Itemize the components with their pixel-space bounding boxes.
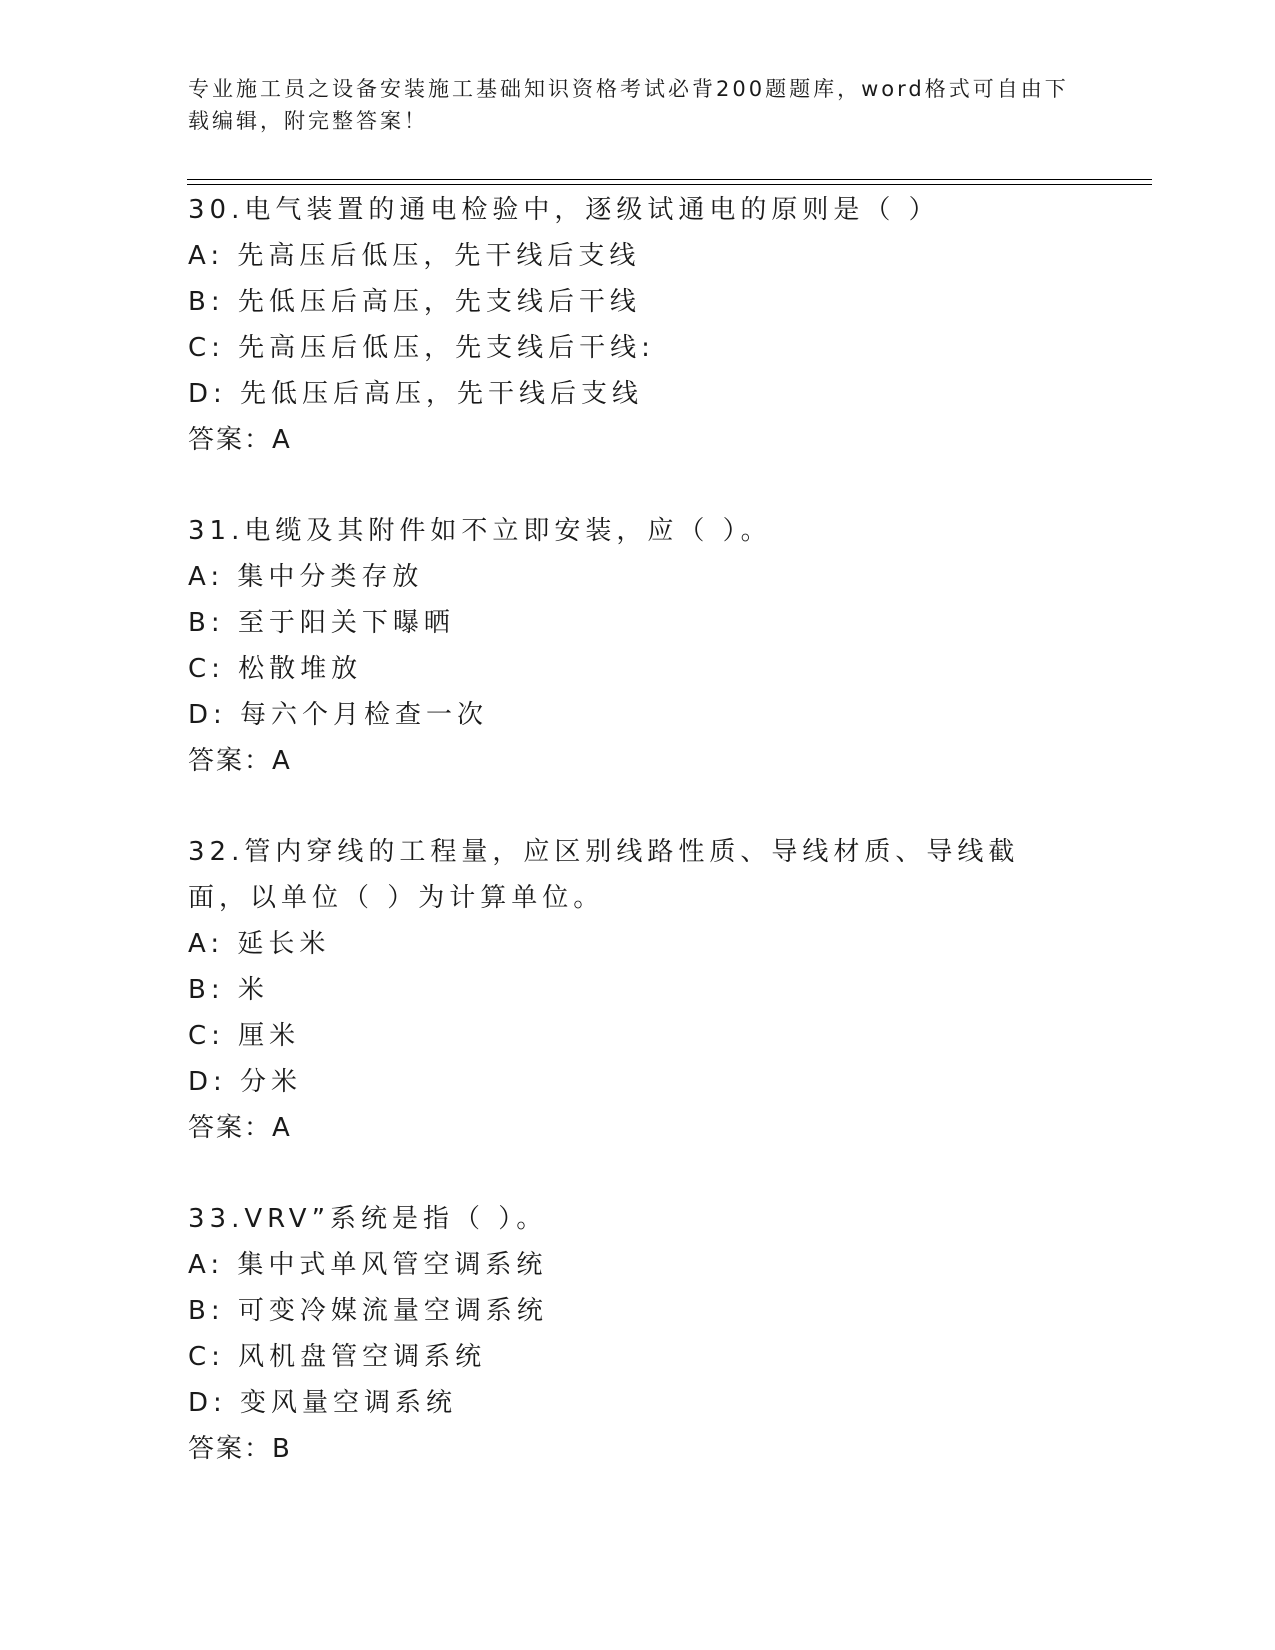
option-b: B: 可变冷媒流量空调系统	[188, 1296, 548, 1326]
answer: 答案：A	[188, 425, 292, 455]
option-c: C: 先高压后低压，先支线后干线:	[188, 333, 655, 363]
question-30	[188, 187, 1088, 463]
question-list	[188, 187, 1088, 1517]
option-b: B: 先低压后高压，先支线后干线	[188, 287, 641, 317]
question-stem: 31.电缆及其附件如不立即安装，应（ ）。	[188, 516, 772, 546]
option-d: D: 每六个月检查一次	[188, 700, 489, 730]
question-33	[188, 1196, 1088, 1472]
header-divider-bottom	[187, 184, 1152, 185]
question-32	[188, 829, 1088, 1151]
header-divider-top	[187, 179, 1152, 180]
question-stem: 33.VRV”系统是指（ ）。	[188, 1204, 548, 1234]
option-a: A: 先高压后低压，先干线后支线	[188, 241, 641, 271]
question-stem: 32.管内穿线的工程量，应区别线路性质、导线材质、导线截面，以单位（ ）为计算单位。	[188, 837, 1020, 913]
option-d: D: 先低压后高压，先干线后支线	[188, 379, 644, 409]
option-a: A: 延长米	[188, 929, 331, 959]
option-c: C: 松散堆放	[188, 654, 363, 684]
answer: 答案：A	[188, 746, 292, 776]
option-a: A: 集中式单风管空调系统	[188, 1250, 548, 1280]
option-d: D: 变风量空调系统	[188, 1388, 458, 1418]
option-b: B: 至于阳关下曝晒	[188, 608, 455, 638]
question-31	[188, 508, 1088, 784]
option-d: D: 分米	[188, 1067, 303, 1097]
option-b: B: 米	[188, 975, 269, 1005]
question-stem: 30.电气装置的通电检验中，逐级试通电的原则是（ ）	[188, 195, 940, 225]
answer: 答案：B	[188, 1434, 292, 1464]
answer: 答案：A	[188, 1113, 292, 1143]
document-header: 专业施工员之设备安装施工基础知识资格考试必背200题题库，word格式可自由下载编辑，附完整答案！	[188, 77, 1069, 133]
option-c: C: 厘米	[188, 1021, 301, 1051]
option-c: C: 风机盘管空调系统	[188, 1342, 487, 1372]
option-a: A: 集中分类存放	[188, 562, 424, 592]
